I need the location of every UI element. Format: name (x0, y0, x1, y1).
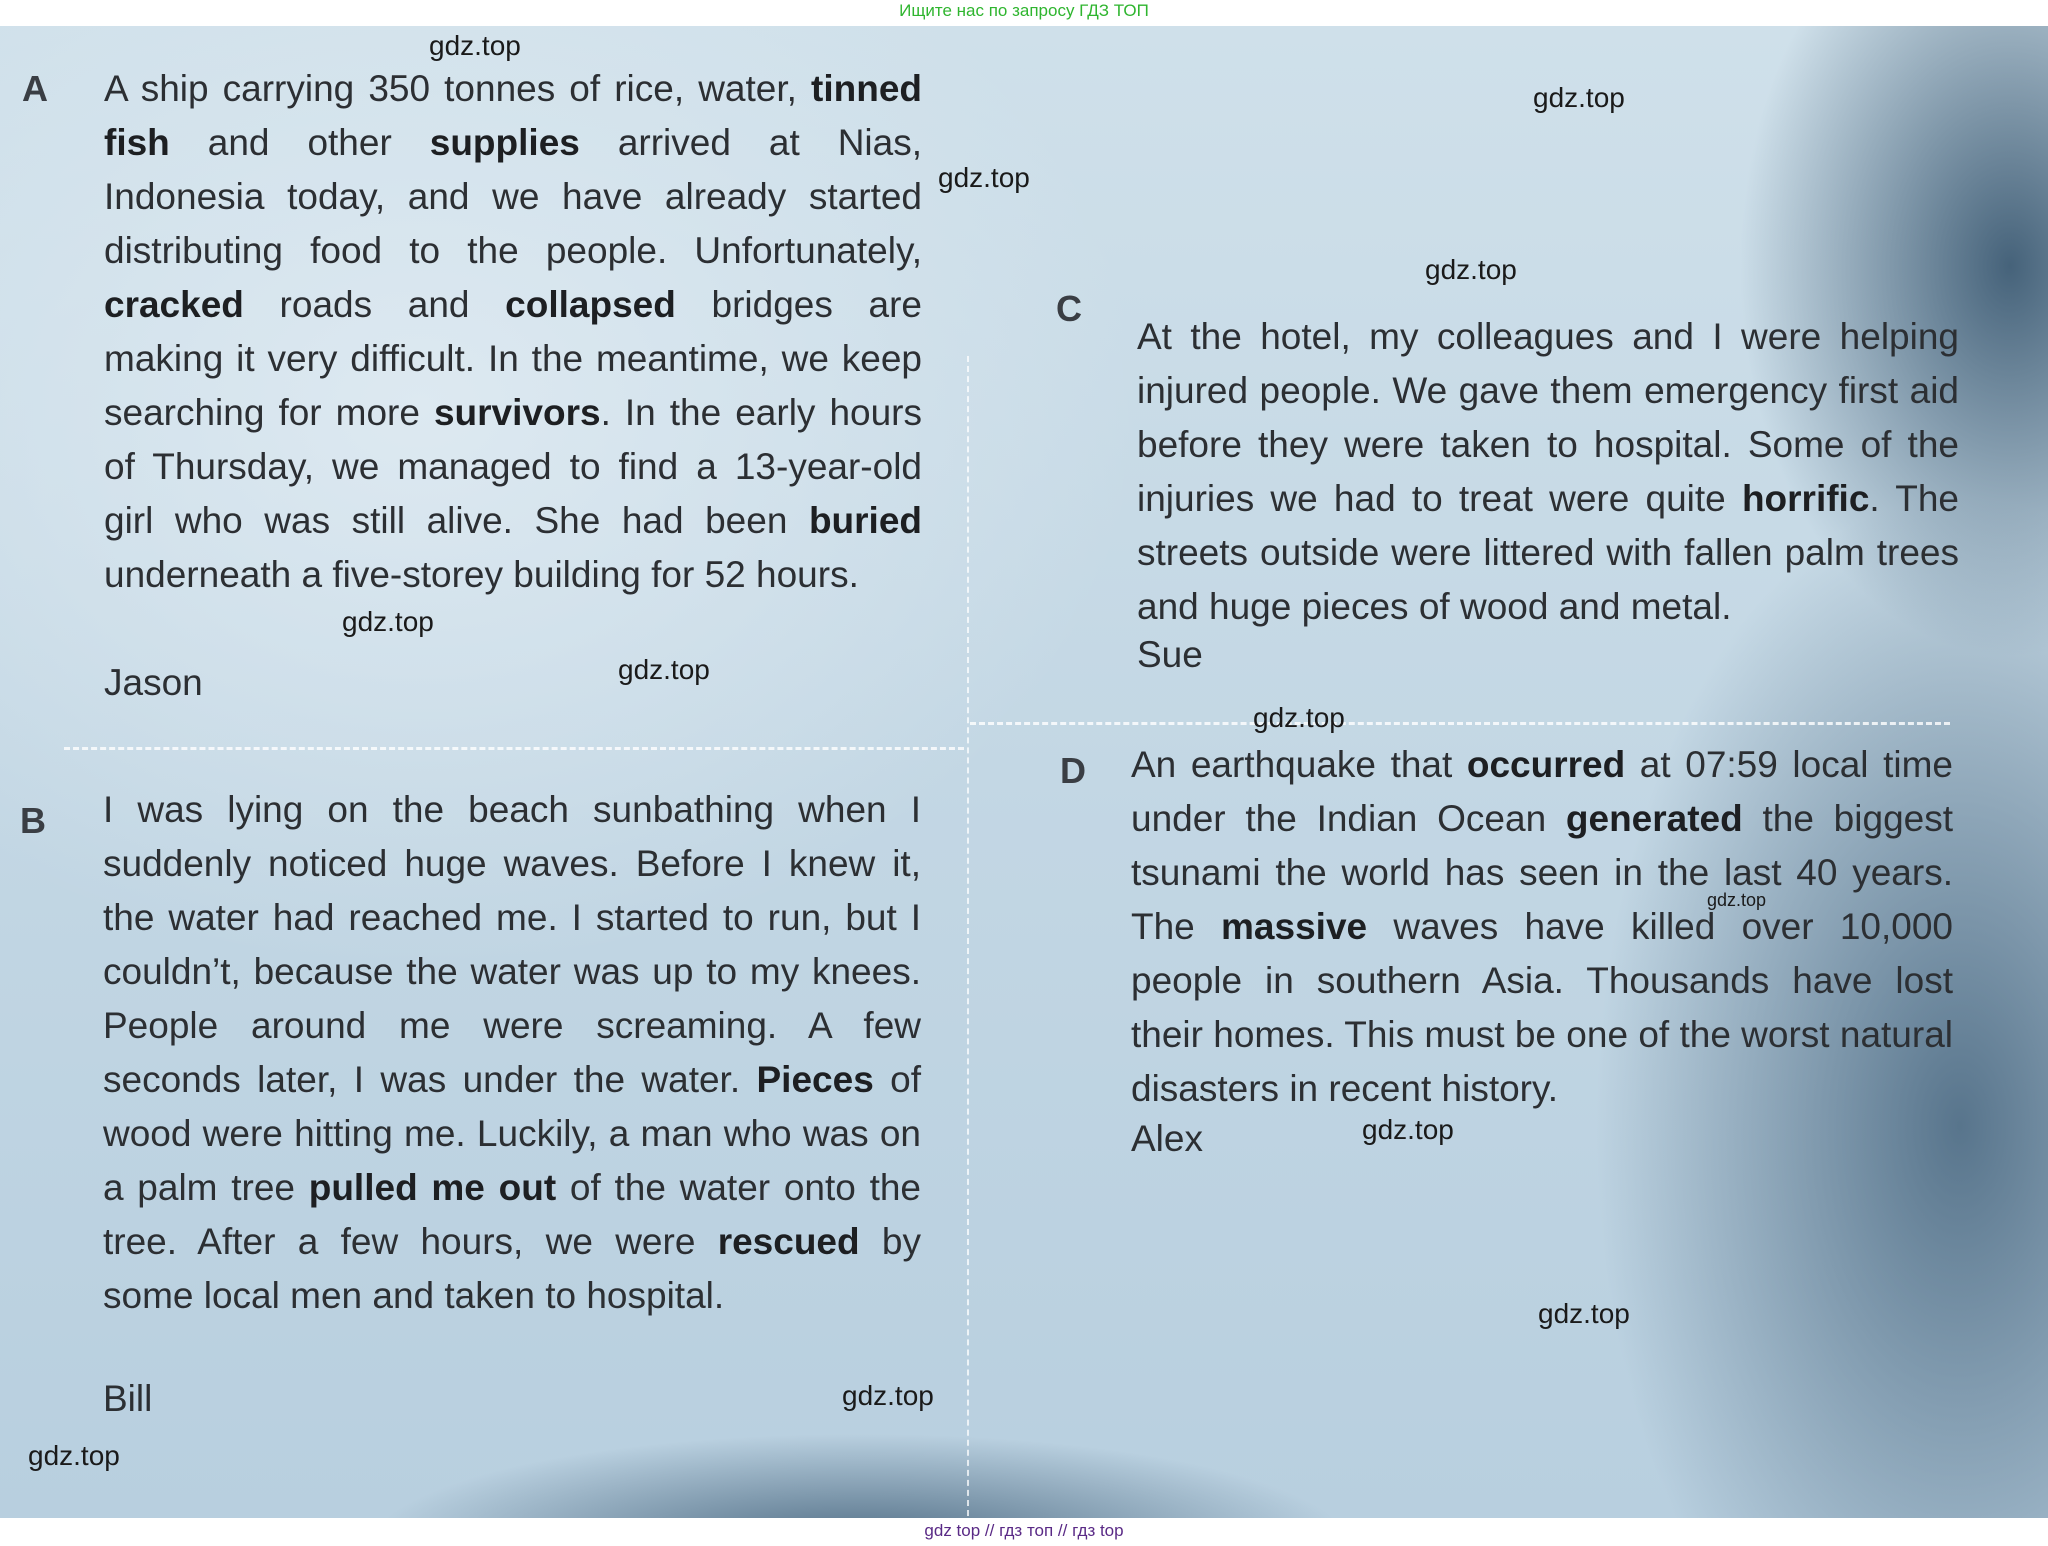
section-text-b: I was lying on the beach sunbathing when I suddenly noticed huge waves. Before I knew it, the water had reached me. I started to run, but I couldn’t, because the water was up to my knees. People around me were screaming. A few seconds later, I was under the water. Pieces of wood were hitting me. Luckily, a man who was on a palm tree pulled me out of the water onto the tree. After a few hours, we were rescued by some local men and taken to hospital. (103, 789, 922, 1316)
section-letter-b: B (20, 800, 46, 841)
section-text-a: A ship carrying 350 tonnes of rice, water, tinned fish and other supplies arrived at Nias, Indonesia today, and we have already started distributing food to the people. Unfortunately, cracked roads and collapsed bridges are making it very difficult. In the meantime, we keep searching for more survivors. In the early hours of Thursday, we managed to find a 13-year-old girl who was still alive. She had been buried underneath a five-storey building for 52 hours. (104, 68, 923, 595)
vertical-divider (967, 356, 969, 1516)
bottom-banner: gdz top // гдз топ // гдз top (924, 1521, 1124, 1540)
watermark: gdz.top (938, 162, 1030, 193)
watermark: gdz.top (1253, 702, 1345, 733)
section-author-b: Bill (103, 1378, 153, 1419)
horizontal-divider-right (970, 722, 1950, 725)
section-letter-c: C (1056, 288, 1082, 329)
horizontal-divider-left (64, 747, 964, 750)
watermark: gdz.top (1362, 1114, 1454, 1145)
watermark: gdz.top (618, 654, 710, 685)
watermark: gdz.top (1425, 254, 1517, 285)
section-author-c: Sue (1137, 634, 1203, 675)
section-letter-d: D (1060, 750, 1086, 791)
section-author-d: Alex (1131, 1118, 1203, 1159)
watermark: gdz.top (28, 1440, 120, 1471)
watermark: gdz.top (429, 30, 521, 61)
watermark: gdz.top (1533, 82, 1625, 113)
textbook-page (0, 26, 2048, 1518)
section-letter-a: A (22, 68, 48, 109)
watermark: gdz.top (342, 606, 434, 637)
top-banner: Ищите нас по запросу ГДЗ ТОП (899, 1, 1149, 20)
section-author-a: Jason (104, 662, 203, 703)
watermark: gdz.top (1707, 890, 1767, 910)
watermark: gdz.top (1538, 1298, 1630, 1329)
watermark: gdz.top (842, 1380, 934, 1411)
section-text-d: An earthquake that occurred at 07:59 local time under the Indian Ocean generated the biggest tsunami the world has seen in the last 40 years. The massive waves have killed over 10,000 people in southern Asia. Thousands have lost their homes. This must be one of the worst natural disasters in recent history. (1131, 744, 1953, 1109)
section-text-c: At the hotel, my colleagues and I were helping injured people. We gave them emergency first aid before they were taken to hospital. Some of the injuries we had to treat were quite horrific. The streets outside were littered with fallen palm trees and huge pieces of wood and metal. (1137, 316, 1959, 627)
